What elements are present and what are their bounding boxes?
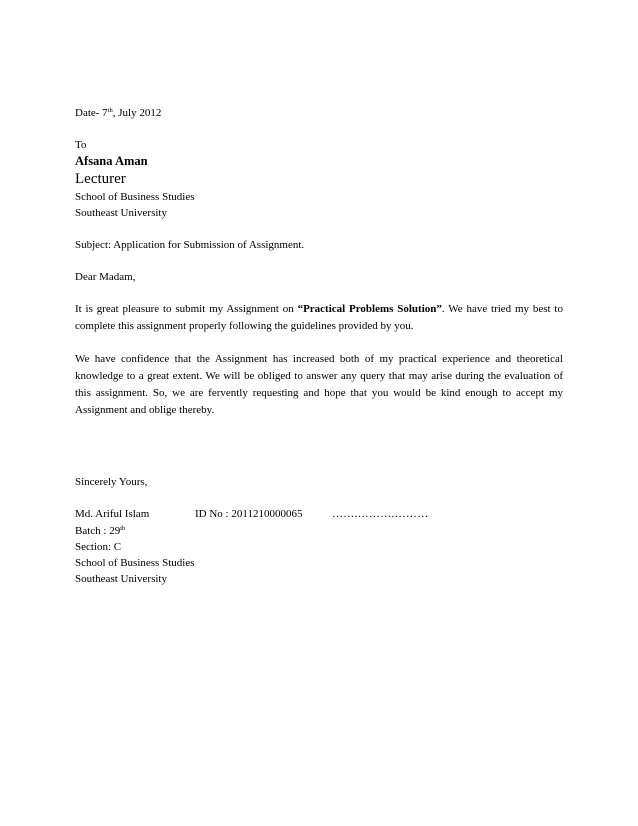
sender-name: Md. Ariful Islam (75, 508, 150, 520)
recipient-department: School of Business Studies (75, 191, 195, 203)
salutation: Dear Madam, (75, 271, 136, 283)
recipient-name: Afsana Aman (75, 154, 148, 168)
subject-line: Subject: Application for Submission of Assignment. (75, 239, 305, 251)
body-paragraph-2: We have confidence that the Assignment has increased both of my practical experience and theoretical knowledge to a great extent. We will be obliged to answer any query that may arise during the evaluation of this assignment. So, we are fervently requesting and hope that you would be kind enough to accept my Assignment and oblige thereby. (75, 353, 563, 416)
recipient-title: Lecturer (75, 171, 126, 187)
closing: Sincerely Yours, (75, 476, 148, 488)
signature-line: …….……….……… (332, 508, 429, 520)
to-label: To (75, 139, 87, 151)
sender-id: ID No : 2011210000065 (195, 508, 303, 520)
letter (75, 105, 563, 587)
sender-university: Southeast University (75, 573, 167, 585)
recipient-university: Southeast University (75, 207, 167, 219)
assignment-title: “Practical Problems Solution” (297, 303, 442, 315)
body-paragraph-1: It is great pleasure to submit my Assignment on “Practical Problems Solution”. We have tried my best to complete this assignment properly following the guidelines provided by you. (75, 303, 563, 332)
sender-department: School of Business Studies (75, 557, 195, 569)
sender-section: Section: C (75, 541, 122, 553)
signature-row (75, 506, 563, 523)
sender-batch: Batch : 29th (75, 525, 126, 537)
date-line: Date- 7th, July 2012 (75, 107, 162, 119)
